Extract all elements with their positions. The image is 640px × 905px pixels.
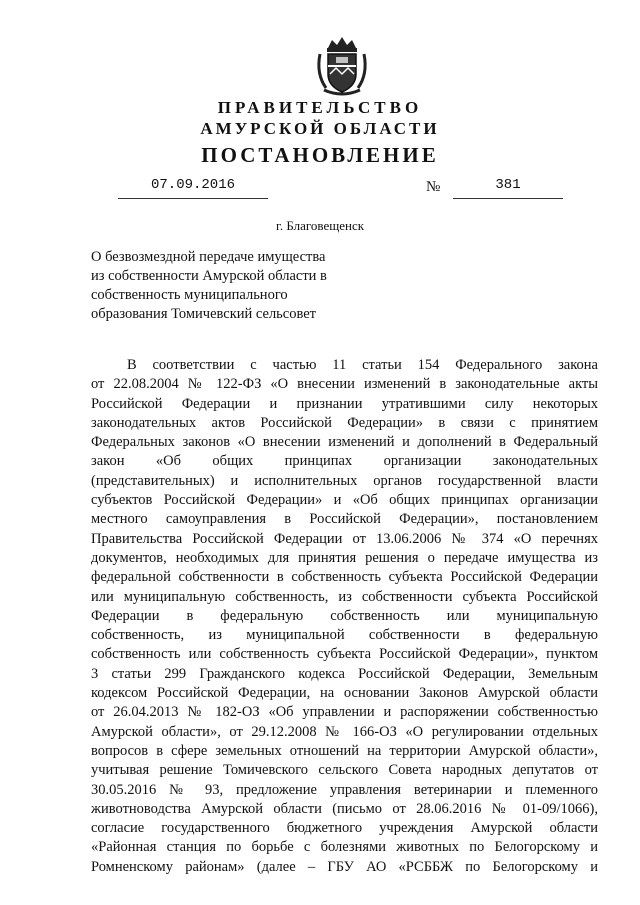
body-line: согласие государственного бюджетного учреждения Амурской области [91, 820, 598, 837]
body-line: кодексом Российской Федерации, на основании Законов Амурской области [91, 685, 598, 702]
number-sign: № [426, 179, 441, 195]
body-line: или муниципальную собственность, из собственности субъекта Российской [91, 588, 598, 605]
document-number: 381 [495, 177, 521, 193]
city-name: г. Благовещенск [275, 218, 365, 233]
body-line: 30.05.2016 № 93, предложение управления ветеринарии и племенного [91, 781, 598, 798]
body-line: закон «Об общих принципах организации законодательных [91, 453, 598, 470]
body-line: федеральной собственности в собственность субъекта Российской Федерации [91, 569, 598, 586]
subject-line: образования Томичевский сельсовет [91, 306, 317, 322]
body-line: В соответствии с частью 11 статьи 154 Федерального закона [127, 357, 598, 373]
body-line: Амурской области», от 29.12.2008 № 166-ОЗ «О регулировании отдельных [91, 723, 598, 740]
body-line: Федеральных законов «О внесении изменений и дополнений в Федеральный [91, 434, 598, 451]
body-line: Российской Федерации и признании утратившими силу некоторых [91, 395, 598, 412]
number-underline [453, 198, 563, 199]
body-line: субъектов Российской Федерации» и «Об общих принципах организации [91, 492, 598, 509]
subject-line: из собственности Амурской области в [91, 268, 327, 284]
subject-line: О безвозмездной передаче имущества [91, 249, 326, 265]
document-body [91, 356, 598, 877]
document-subject [91, 248, 391, 324]
document-type-title: ПОСТАНОВЛЕНИЕ [201, 143, 439, 167]
body-line: «Районная станция по борьбе с болезнями животных по Белогорскому и [91, 839, 598, 856]
body-line: от 26.04.2013 № 182-ОЗ «Об управлении и распоряжении собственностью [91, 704, 598, 721]
body-line: от 22.08.2004 № 122-ФЗ «О внесении изменений в законодательные акты [91, 376, 598, 393]
body-line: Федерации в федеральную собственность или муниципальную [91, 607, 598, 624]
government-name-line1: ПРАВИТЕЛЬСТВО [217, 98, 423, 117]
body-line: учитывая решение Томичевского сельского Совета народных депутатов от [91, 762, 598, 779]
body-line: вопросов в сфере земельных отношений на территории Амурской области», [91, 742, 598, 759]
date-underline [118, 198, 268, 199]
document-date: 07.09.2016 [150, 177, 235, 193]
body-line: животноводства Амурской области (письмо от 28.06.2016 № 01-09/1066), [91, 800, 598, 817]
subject-line: собственность муниципального [91, 287, 288, 303]
government-name-line2: АМУРСКОЙ ОБЛАСТИ [200, 119, 440, 138]
body-line: местного самоуправления в Российской Федерации», постановлением [91, 511, 598, 528]
body-line: (представительных) и исполнительных органов государственной власти [91, 472, 598, 489]
body-line: Ромненскому районам» (далее – ГБУ АО «РСББЖ по Белогорскому и [91, 858, 598, 875]
body-line: Правительства Российской Федерации от 13.06.2006 № 374 «О перечнях [91, 530, 598, 547]
body-line: законодательных актов Российской Федерации» в связи с принятием [91, 414, 598, 431]
body-line: документов, необходимых для принятия решения о передаче имущества из [91, 549, 598, 566]
body-line: собственность или собственность субъекта Российской Федерации», пунктом [91, 646, 598, 663]
amur-oblast-coat-of-arms-icon [312, 34, 372, 98]
body-line: 3 статьи 299 Гражданского кодекса Российской Федерации, Земельным [91, 665, 598, 682]
body-line: собственность, из муниципальной собственности в федеральную [91, 627, 598, 644]
